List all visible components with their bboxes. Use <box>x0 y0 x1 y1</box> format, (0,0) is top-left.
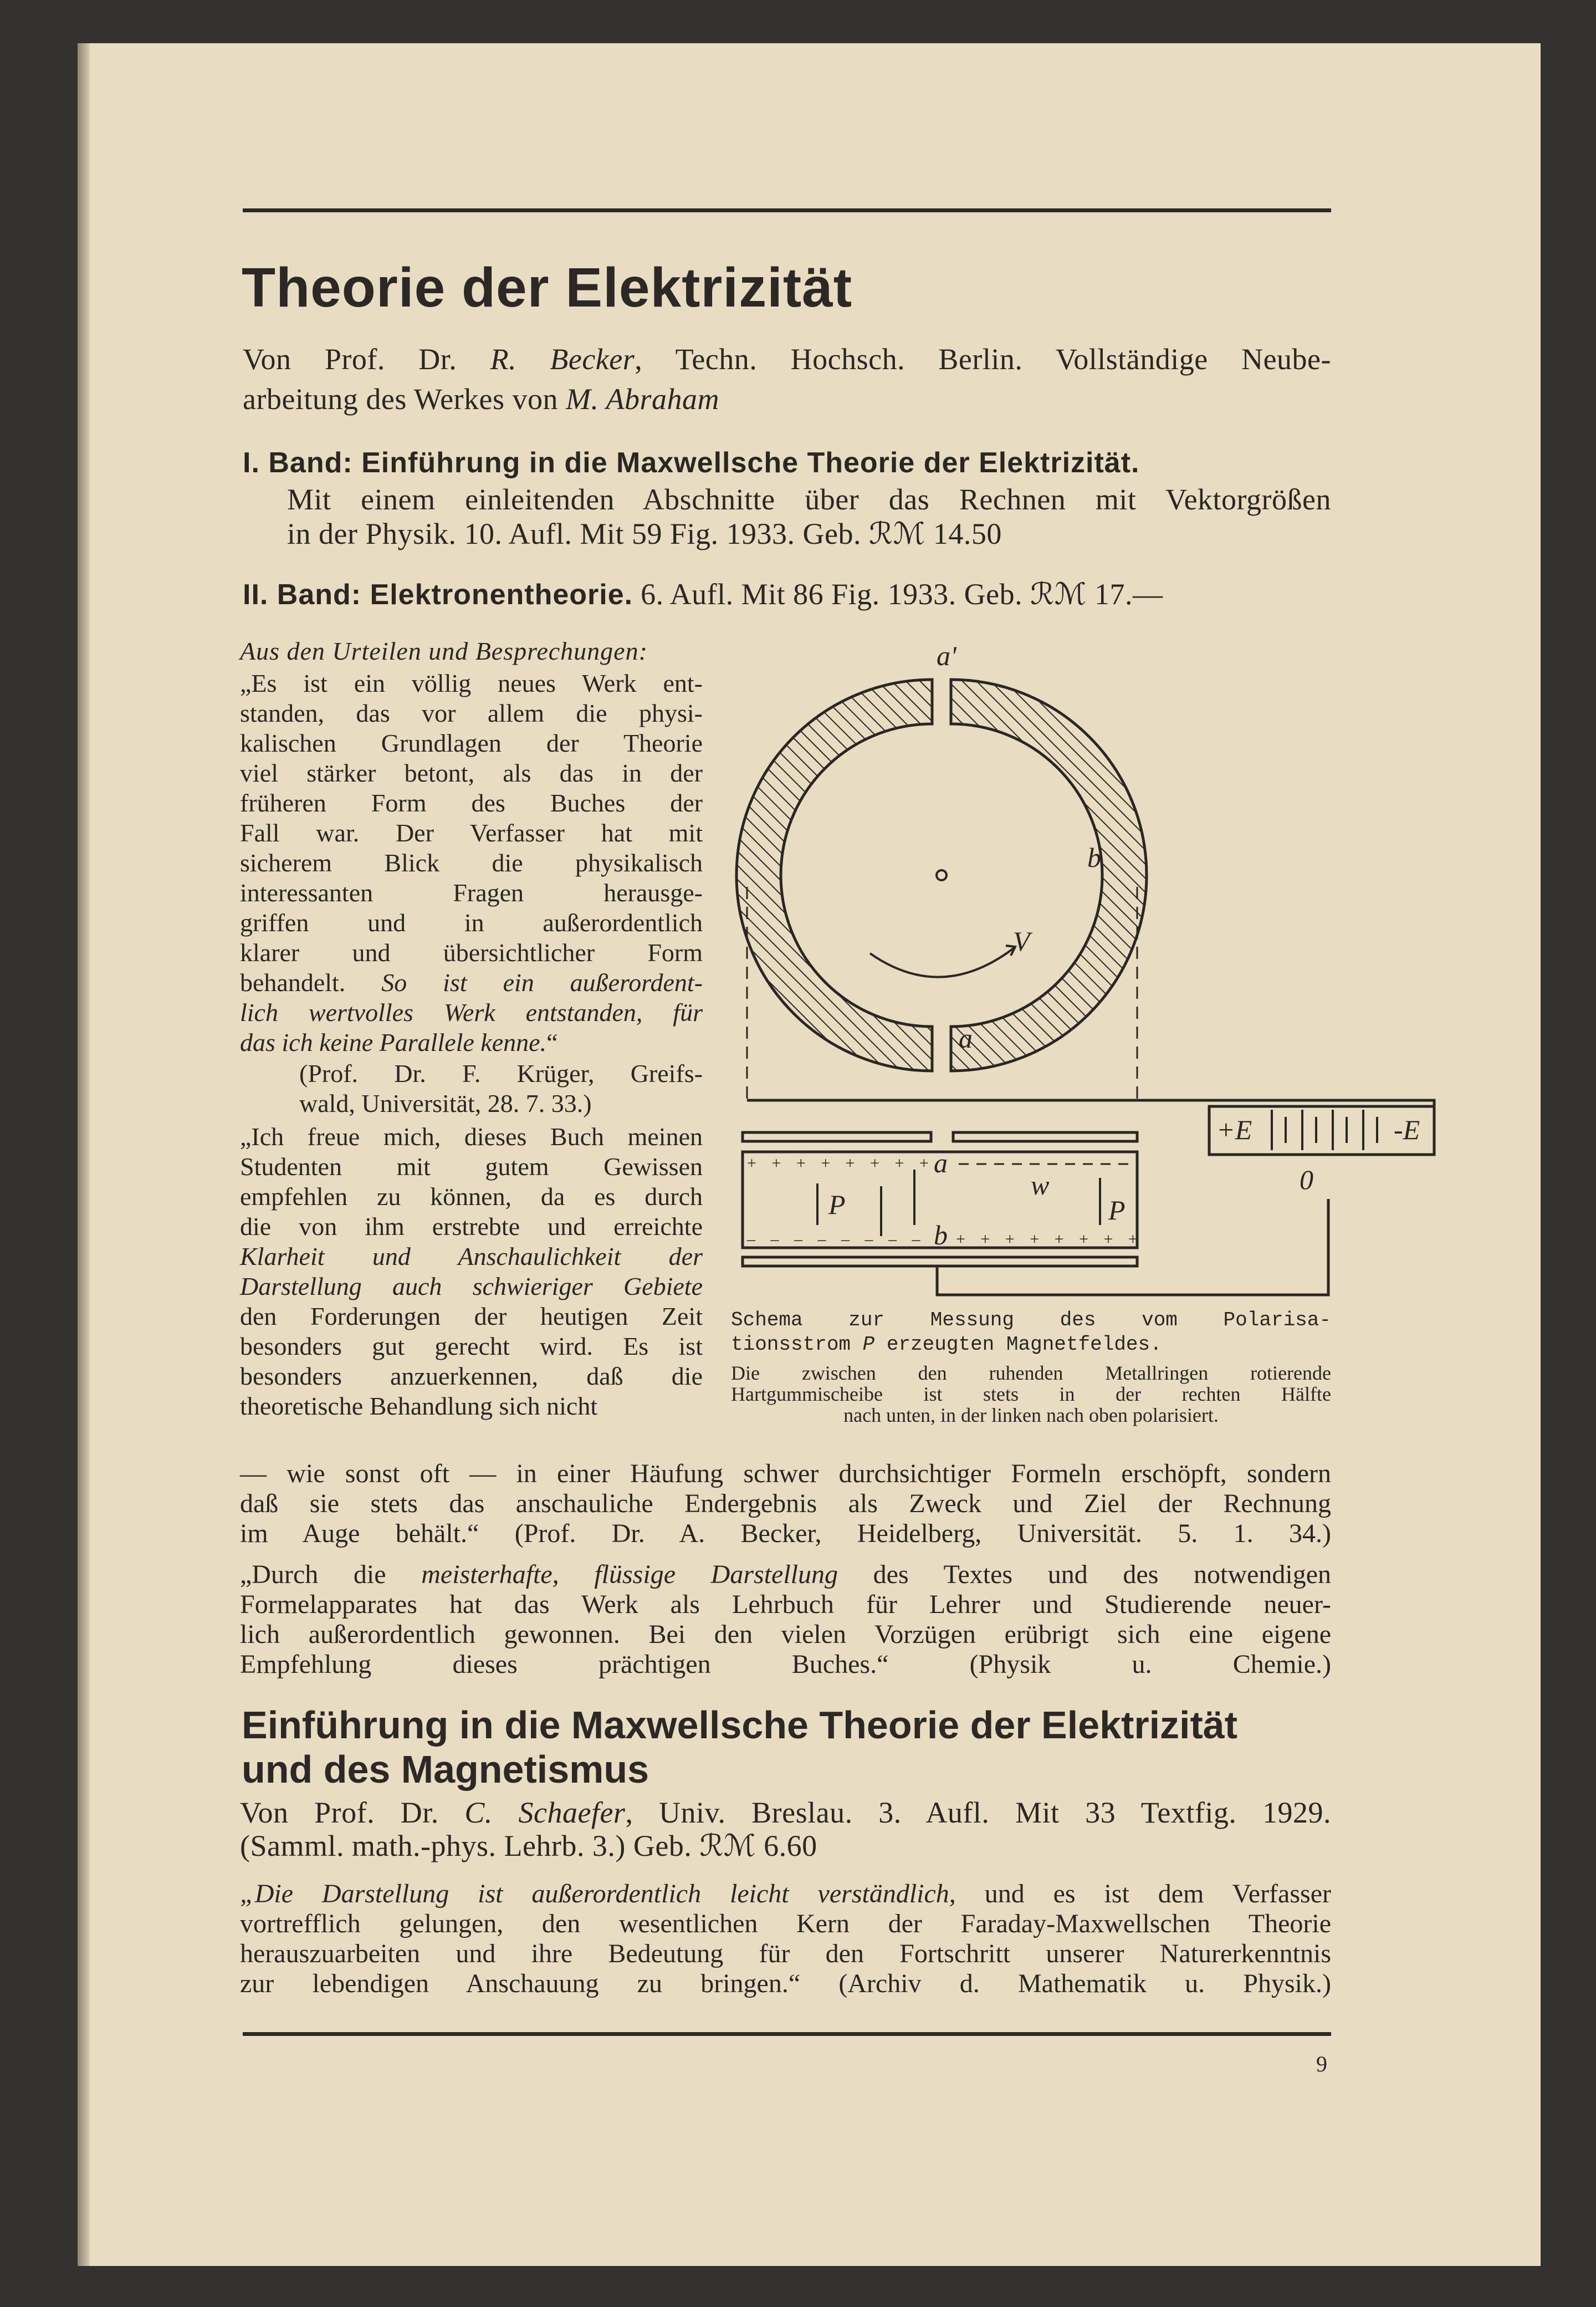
text-run: standen, das vor allem die physi- <box>240 699 703 727</box>
text-line <box>240 1519 1331 1549</box>
text-run: tionsstrom <box>731 1333 863 1356</box>
review-1-attribution <box>299 1059 703 1119</box>
text-run: „Durch die <box>240 1560 422 1589</box>
volume-1-title: I. Band: Einführung in die Maxwellsche Theorie der Elektrizität. <box>243 447 1140 479</box>
text-line <box>240 1272 703 1301</box>
figure-caption-text <box>731 1362 1331 1405</box>
text-run: behandelt. <box>240 968 382 997</box>
italic-run: So ist ein außerordent- <box>381 968 703 997</box>
label-minus-e: -E <box>1394 1114 1420 1145</box>
text-line <box>240 1361 703 1391</box>
text-line <box>240 1969 1331 1999</box>
italic-run: „Die Darstellung ist außerordentlich leicht verständlich, <box>240 1879 956 1908</box>
text-line <box>240 908 703 938</box>
text-line <box>731 1333 1331 1357</box>
text-line <box>240 878 703 908</box>
text-run: Von Prof. Dr. <box>240 1796 465 1829</box>
text-line <box>299 1059 703 1089</box>
text-line <box>240 1242 703 1272</box>
text-line <box>240 1028 703 1058</box>
text-line <box>240 1489 1331 1519</box>
text-line <box>240 938 703 968</box>
text-run: die von ihm erstrebte und erreichte <box>240 1212 703 1241</box>
section-2-title-line: und des Magnetismus <box>242 1748 649 1791</box>
italic-run: M. Abraham <box>566 382 720 416</box>
text-line <box>240 1301 703 1331</box>
label-zero: 0 <box>1300 1164 1313 1195</box>
section-2-title-line: Einführung in die Maxwellsche Theorie der Elektrizität <box>242 1703 1238 1747</box>
figure-diagram <box>720 637 1457 1303</box>
italic-run: das ich keine Parallele kenne. <box>240 1028 547 1056</box>
text-line <box>299 1089 703 1119</box>
italic-run: Darstellung auch schwieriger Gebiete <box>240 1272 703 1300</box>
text-line <box>243 339 1331 379</box>
page-title: Theorie der Elektrizität <box>242 257 853 319</box>
plus-charges-right: + + + + + + + + <box>956 1230 1143 1248</box>
text-line <box>240 1829 1331 1862</box>
text-run: besonders anzuerkennen, daß die <box>240 1362 703 1390</box>
top-rule <box>243 208 1331 212</box>
minus-charges-left: – – – – – – – – <box>747 1230 926 1248</box>
text-run: viel stärker betont, als das in der <box>240 759 703 787</box>
text-run: vortrefflich gelungen, den wesentlichen Kern der Faraday-Maxwellschen Theorie <box>240 1909 1331 1938</box>
review-2 <box>240 1122 703 1421</box>
text-line <box>240 1796 1331 1829</box>
review-3 <box>240 1560 1331 1680</box>
volume-2-details: 6. Aufl. Mit 86 Fig. 1933. Geb. ℛℳ 17.— <box>633 578 1163 611</box>
text-run: — wie sonst oft — in einer Häufung schwer durchsichtiger Formeln erschöpft, sondern <box>240 1459 1331 1488</box>
text-run: erzeugten Magnetfeldes. <box>874 1333 1162 1356</box>
text-run: daß sie stets das anschauliche Endergebnis als Zweck und Ziel der Rechnung <box>240 1489 1331 1518</box>
text-run: kalischen Grundlagen der Theorie <box>240 729 703 757</box>
text-run: Formelapparates hat das Werk als Lehrbuch für Lehrer und Studierende neuer- <box>240 1590 1331 1619</box>
text-line <box>240 1331 703 1361</box>
text-run: Von Prof. Dr. <box>243 343 490 376</box>
text-line <box>287 517 1331 551</box>
text-run: früheren Form des Buches der <box>240 789 703 817</box>
section-2-info <box>240 1796 1331 1862</box>
text-run: (Prof. Dr. F. Krüger, Greifs- <box>299 1059 703 1088</box>
text-line <box>240 1391 703 1421</box>
review-2-continued <box>240 1459 1331 1549</box>
author-info <box>243 339 1331 419</box>
label-b-lower: b <box>934 1219 948 1251</box>
rotation-arrow-icon <box>870 948 1014 977</box>
text-run: (Samml. math.-phys. Lehrb. 3.) Geb. ℛℳ 6.60 <box>240 1829 817 1862</box>
plus-charges-left: + + + + + + + + <box>747 1154 934 1172</box>
text-line <box>240 698 703 728</box>
text-line <box>240 1909 1331 1939</box>
page-number: 9 <box>1316 2051 1327 2076</box>
label-v: V <box>1013 926 1030 957</box>
text-run: und es ist dem Verfasser <box>955 1879 1331 1908</box>
text-run: sicherem Blick die physikalisch <box>240 849 703 877</box>
text-run: , Univ. Breslau. 3. Aufl. Mit 33 Textfig. 1929. <box>625 1796 1331 1829</box>
right-ring-half <box>951 680 1147 1071</box>
text-run: Mit einem einleitenden Abschnitte über das Rechnen mit Vektorgrößen <box>287 483 1331 516</box>
review-1 <box>240 668 703 1058</box>
text-run: „Ich freue mich, dieses Buch meinen <box>240 1122 703 1151</box>
volume-2 <box>243 574 1331 621</box>
text-line <box>240 968 703 998</box>
label-a: a <box>959 1023 973 1054</box>
text-line <box>240 728 703 758</box>
text-run: wald, Universität, 28. 7. 33.) <box>299 1089 592 1117</box>
text-run: klarer und übersichtlicher Form <box>240 938 703 967</box>
text-run: Empfehlung dieses prächtigen Buches.“ (Physik u. Chemie.) <box>240 1650 1331 1679</box>
text-run: besonders gut gerecht wird. Es ist <box>240 1332 703 1360</box>
figure-caption-title <box>731 1308 1331 1357</box>
text-line <box>240 1879 1331 1909</box>
text-line <box>240 1620 1331 1650</box>
text-line <box>731 1362 1331 1384</box>
text-run: Studenten mit gutem Gewissen <box>240 1152 703 1181</box>
text-line <box>731 1384 1331 1405</box>
italic-run: P <box>862 1333 875 1356</box>
italic-run: Klarheit und Anschaulichkeit der <box>240 1242 703 1270</box>
text-line <box>240 1122 703 1152</box>
text-line <box>240 848 703 878</box>
text-line <box>240 1939 1331 1969</box>
italic-run: C. Schaefer <box>464 1796 626 1829</box>
text-line <box>240 1152 703 1182</box>
section-2-review <box>240 1879 1331 1999</box>
figure-caption-last: nach unten, in der linken nach oben polarisiert. <box>843 1404 1219 1426</box>
label-w: w <box>1031 1170 1050 1201</box>
text-line <box>240 1650 1331 1680</box>
text-run: arbeitung des Werkes von <box>243 382 566 416</box>
bottom-rule <box>243 2032 1331 2036</box>
text-line <box>287 482 1331 517</box>
text-run: empfehlen zu können, da es durch <box>240 1182 703 1211</box>
volume-1-details <box>287 482 1331 551</box>
text-run: theoretische Behandlung sich nicht <box>240 1392 598 1420</box>
italic-run: R. Becker <box>490 343 635 376</box>
label-a-prime: a' <box>937 640 956 671</box>
volume-2-title: II. Band: Elektronentheorie. <box>243 579 633 611</box>
text-line <box>240 1212 703 1242</box>
text-line <box>240 668 703 698</box>
volume-1 <box>243 443 1331 551</box>
section-2-title <box>242 1703 1237 1792</box>
text-run: im Auge behält.“ (Prof. Dr. A. Becker, Heidelberg, Universität. 5. 1. 34.) <box>240 1519 1331 1548</box>
book-gutter <box>78 43 90 2266</box>
text-run: „Es ist ein völlig neues Werk ent- <box>240 669 703 697</box>
text-run: den Forderungen der heutigen Zeit <box>240 1302 703 1330</box>
text-line <box>240 788 703 818</box>
label-plus-e: +E <box>1216 1114 1252 1145</box>
text-run: zur lebendigen Anschauung zu bringen.“ (Archiv d. Mathematik u. Physik.) <box>240 1969 1331 1998</box>
label-b: b <box>1087 842 1101 873</box>
text-run: des Textes und des notwendigen <box>838 1560 1332 1589</box>
text-line <box>240 1182 703 1212</box>
text-line <box>240 1590 1331 1620</box>
text-line <box>240 1560 1331 1590</box>
text-run: Schema zur Messung des vom Polarisa- <box>731 1309 1331 1331</box>
text-run: Hartgummischeibe ist stets in der rechten Hälfte <box>731 1383 1331 1405</box>
text-line <box>731 1308 1331 1333</box>
text-line <box>240 998 703 1028</box>
text-line <box>240 818 703 848</box>
text-run: “ <box>546 1028 558 1056</box>
text-run: herauszuarbeiten und ihre Bedeutung für den Fortschritt unserer Naturerkenntnis <box>240 1939 1331 1968</box>
reviews-heading: Aus den Urteilen und Besprechungen: <box>240 637 648 665</box>
text-line <box>240 758 703 788</box>
left-ring-half <box>736 680 932 1071</box>
text-run: in der Physik. 10. Aufl. Mit 59 Fig. 1933. Geb. ℛℳ 14.50 <box>287 517 1002 550</box>
text-run: , Techn. Hochsch. Berlin. Vollständige Neube- <box>635 343 1331 376</box>
center-axis-icon <box>937 870 947 880</box>
label-p-right: P <box>1108 1195 1126 1226</box>
text-line <box>240 1459 1331 1489</box>
label-p-left: P <box>828 1189 846 1220</box>
label-a-lower: a <box>934 1147 948 1178</box>
text-run: lich außerordentlich gewonnen. Bei den vielen Vorzügen erübrigt sich eine eigene <box>240 1620 1331 1649</box>
text-run: Die zwischen den ruhenden Metallringen rotierende <box>731 1362 1331 1384</box>
text-run: Fall war. Der Verfasser hat mit <box>240 819 703 847</box>
italic-run: lich wertvolles Werk entstanden, für <box>240 998 703 1027</box>
text-line <box>243 379 1331 419</box>
text-run: interessanten Fragen herausge- <box>240 879 703 907</box>
italic-run: meisterhafte, flüssige Darstellung <box>421 1560 838 1589</box>
text-run: griffen und in außerordentlich <box>240 908 703 937</box>
